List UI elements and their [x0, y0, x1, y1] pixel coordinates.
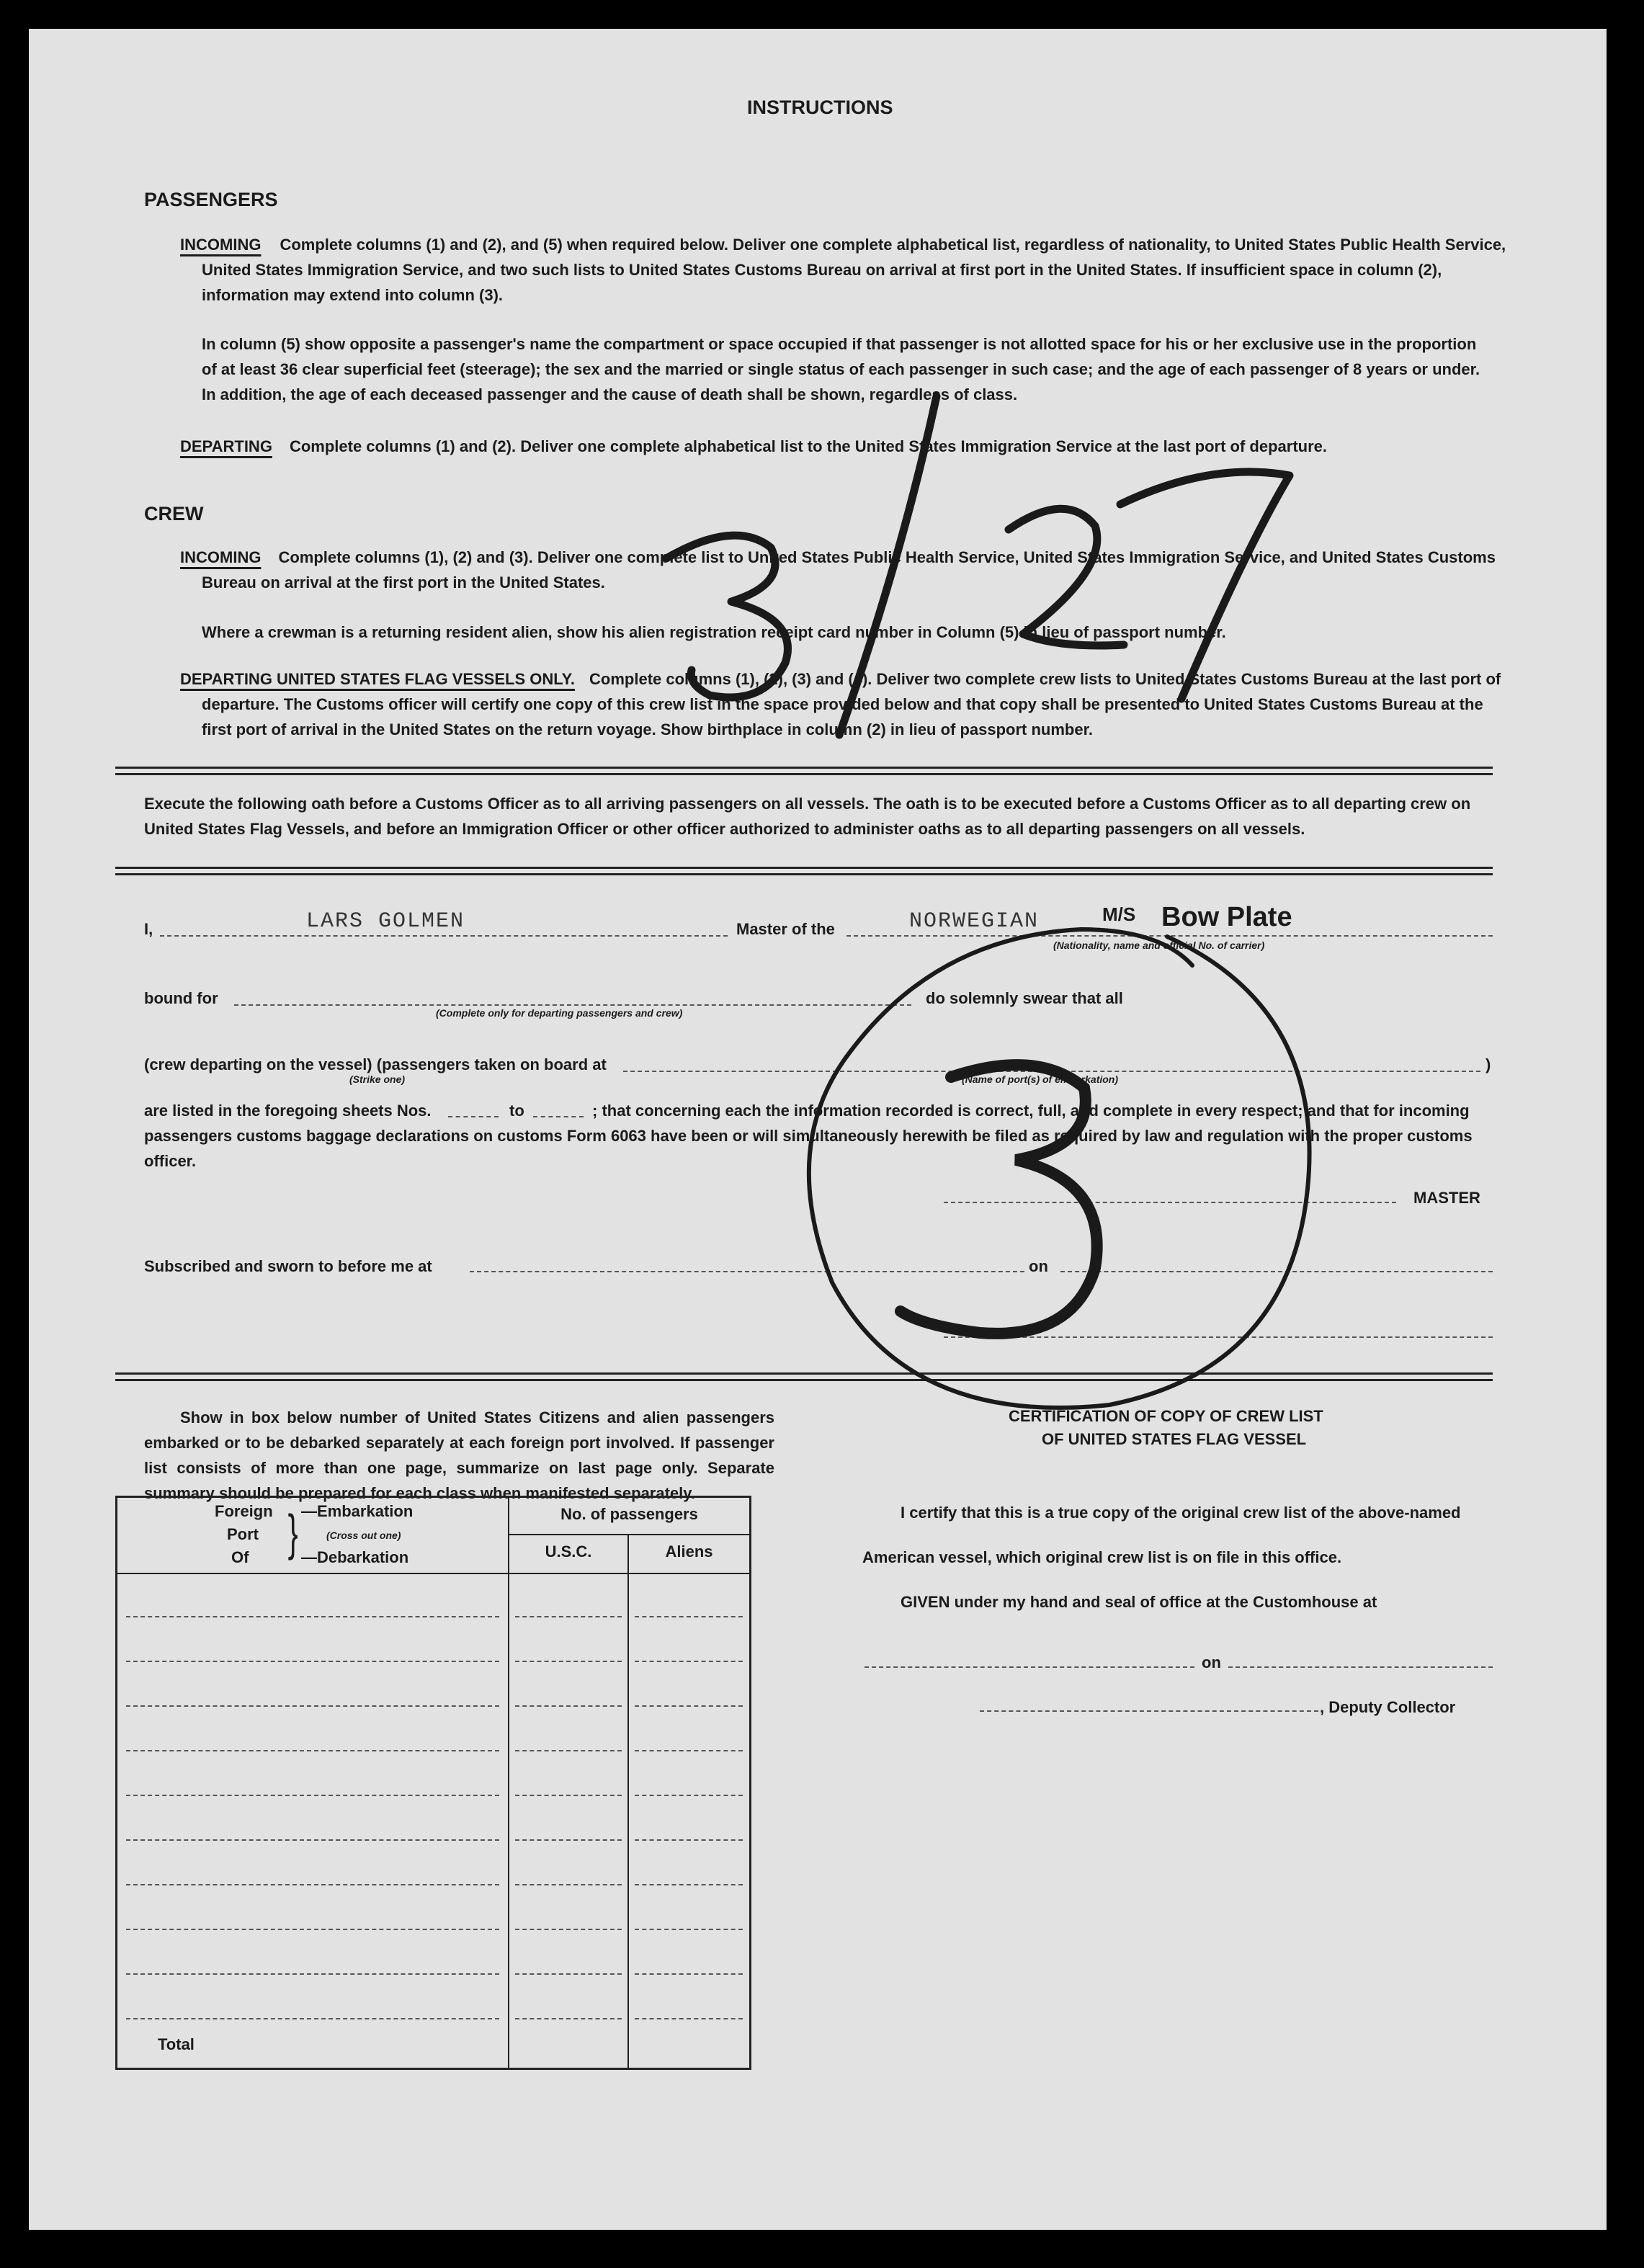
- oath-intro: Execute the following oath before a Customs Officer as to all arriving passengers on all vessels. The oath is to be executed before a Customs Officer as to all departing crew on United States Flag Vessels, and before an Immigration Officer or other officer authorized to administer oaths as to all departing passengers on all vessels.: [144, 795, 1471, 838]
- passengers-incoming-paragraph: [180, 232, 1514, 308]
- port-line: [623, 1071, 1480, 1072]
- passengers-header-cell: [509, 1497, 751, 1573]
- officer-signature-line: [944, 1336, 1493, 1338]
- aliens-label: Aliens: [665, 1542, 713, 1561]
- sheets-label: are listed in the foregoing sheets Nos.: [144, 1102, 432, 1120]
- master-name[interactable]: LARS GOLMEN: [306, 909, 465, 934]
- subscribed-date-line: [1060, 1271, 1493, 1272]
- divider-1: [115, 767, 1493, 775]
- bound-caption: (Complete only for departing passengers and crew): [436, 1007, 683, 1019]
- subscribed-on-label: on: [1029, 1257, 1048, 1275]
- no-passengers-label: No. of passengers: [560, 1505, 698, 1523]
- crew-departing-label: DEPARTING UNITED STATES FLAG VESSELS ONLY.: [180, 670, 576, 688]
- master-signature-line: [944, 1202, 1396, 1203]
- usc-label: U.S.C.: [545, 1542, 592, 1561]
- vessel-name[interactable]: Bow Plate: [1161, 902, 1292, 932]
- passengers-departing-label: DEPARTING: [180, 437, 272, 455]
- bound-line: [234, 1004, 911, 1006]
- close-paren: ): [1486, 1055, 1491, 1073]
- foreign-label: Foreign: [215, 1502, 273, 1520]
- passengers-column5-paragraph: In column (5) show opposite a passenger's name the compartment or space occupied if that passenger is not allotted space for his or her exclusive use in the proportion of at least 36 clear superficial feet (steerage); the sex and the married or single status of each passenger in such case; and the age of each passenger of 8 years or under. In addition, the age of each deceased passenger and the cause of death shall be shown, regardless of class.: [202, 335, 1480, 403]
- passengers-departing-text: Complete columns (1) and (2). Deliver one complete alphabetical list to the United States Immigration Service at the last port of departure.: [289, 437, 1328, 455]
- aliens-column[interactable]: [628, 1573, 751, 2069]
- crew-incoming-label: INCOMING: [180, 548, 262, 566]
- deputy-collector-label: , Deputy Collector: [1320, 1698, 1456, 1716]
- sheets-to-line: [533, 1116, 584, 1117]
- usc-column[interactable]: [509, 1573, 628, 2069]
- certification-text-1: I certify that this is a true copy of the original crew list of the above-named: [901, 1504, 1461, 1522]
- certification-on-label: on: [1202, 1653, 1221, 1671]
- port-header-cell: [117, 1497, 509, 1573]
- subscribed-label: Subscribed and sworn to before me at: [144, 1257, 432, 1275]
- debarkation-label: —Debarkation: [301, 1548, 409, 1566]
- passengers-departing-paragraph: [180, 434, 1493, 459]
- carrier-line: [846, 935, 1493, 937]
- strike-caption: (Strike one): [349, 1073, 406, 1085]
- sheets-text-2: passengers customs baggage declarations on customs Form 6063 have been or will simultaneously herewith be filed as required by law and regulation with the proper customs: [144, 1127, 1473, 1145]
- bound-label: bound for: [144, 989, 218, 1007]
- crew-departing-paragraph: [180, 666, 1514, 742]
- certification-text-2: American vessel, which original crew list is on file in this office.: [862, 1548, 1342, 1566]
- master-label: MASTER: [1413, 1189, 1480, 1207]
- crew-resident-paragraph: Where a crewman is a returning resident alien, show his alien registration receipt card number in Column (5) in lieu of passport number.: [202, 623, 1226, 641]
- port-label: Port: [227, 1525, 259, 1543]
- swear-label: do solemnly swear that all: [926, 989, 1123, 1007]
- sheets-to-label: to: [509, 1102, 524, 1120]
- page-title: INSTRUCTIONS: [747, 97, 893, 118]
- sheets-text-1: ; that concerning each the information recorded is correct, full, and complete in every respect; and that for incoming: [592, 1102, 1470, 1120]
- oath-i-label: I,: [144, 920, 153, 938]
- passengers-heading: PASSENGERS: [144, 189, 278, 210]
- carrier-caption: (Nationality, name and official No. of carrier): [1053, 939, 1265, 951]
- brace: }: [287, 1504, 298, 1561]
- crew-incoming-text: Complete columns (1), (2) and (3). Deliver one complete list to United States Public Health Service, United States Immigration Service, and United States Customs Bureau on arrival at the first port in the United States.: [202, 548, 1496, 591]
- passengers-incoming-label: INCOMING: [180, 236, 262, 254]
- sheets-from-line: [448, 1116, 499, 1117]
- certification-title-2: OF UNITED STATES FLAG VESSEL: [1042, 1430, 1307, 1448]
- crew-heading: CREW: [144, 503, 204, 524]
- nationality-value[interactable]: NORWEGIAN: [909, 909, 1040, 934]
- subscribed-place-line: [470, 1271, 1024, 1272]
- master-of-label: Master of the: [736, 920, 835, 938]
- cross-out-caption: (Cross out one): [326, 1530, 401, 1541]
- passengers-incoming-text: Complete columns (1) and (2), and (5) when required below. Deliver one complete alphabetical list, regardless of nationality, to United States Public Health Service, United States Immigration Service, and two such lists to United States Customs Bureau on arrival at first port in the United States. If insufficient space in column (2), information may extend into column (3).: [202, 236, 1506, 304]
- crew-departing-text: Complete columns (1), (2), (3) and (4). Deliver two complete crew lists to United States Customs Bureau at the last port of departure. The Customs officer will certify one copy of this crew list in the space provided below and that copy shall be presented to United States Customs Bureau at the first port of arrival in the United States on the return voyage. Show birthplace in column (2) in lieu of passport number.: [202, 670, 1501, 738]
- sheets-text-3: officer.: [144, 1152, 197, 1170]
- deputy-signature-line: [980, 1710, 1318, 1712]
- certification-date-line: [1228, 1666, 1493, 1668]
- crew-passengers-label: (crew departing on the vessel) (passengers taken on board at: [144, 1055, 607, 1073]
- divider-3: [115, 1372, 1493, 1381]
- crew-incoming-paragraph: [180, 545, 1514, 595]
- embarkation-label: —Embarkation: [301, 1502, 414, 1520]
- summary-instructions: Show in box below number of United States Citizens and alien passengers embarked or to be debarked separately at each foreign port involved. If passenger list consists of more than one page, summarize on last page only. Separate summary should be prepared for each class when manifested separately.: [144, 1408, 774, 1502]
- customhouse-line: [865, 1666, 1194, 1668]
- master-name-line: [160, 935, 728, 937]
- total-label: Total: [158, 2035, 195, 2053]
- divider-2: [115, 867, 1493, 875]
- passenger-summary-table: [115, 1496, 751, 2070]
- certification-text-3: GIVEN under my hand and seal of office at the Customhouse at: [901, 1593, 1377, 1611]
- vessel-prefix: M/S: [1102, 903, 1136, 925]
- port-caption: (Name of port(s) of embarkation): [962, 1073, 1119, 1085]
- port-column[interactable]: [117, 1573, 509, 2069]
- of-label: Of: [231, 1548, 249, 1566]
- certification-title-1: CERTIFICATION OF COPY OF CREW LIST: [1009, 1407, 1323, 1425]
